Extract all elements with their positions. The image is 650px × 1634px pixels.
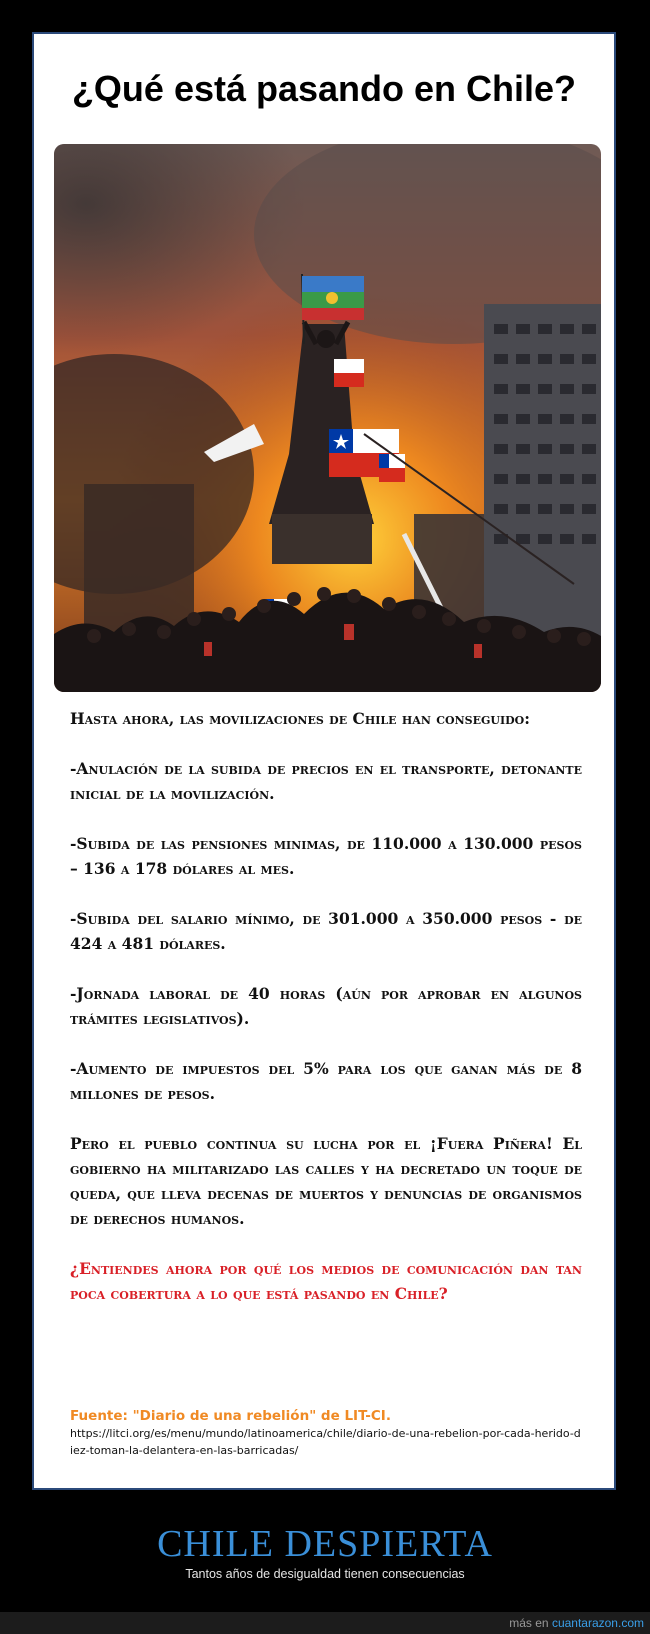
footer-bar — [0, 1612, 650, 1634]
post-card — [32, 32, 616, 1490]
paragraph-pensions: -Subida de las pensiones minimas, de 110.000 a 130.000 pesos – 136 a 178 dólares al mes. — [70, 834, 582, 878]
paragraph-work-hours: -Jornada laboral de 40 horas (aún por aprobar en algunos trámites legislativos). — [70, 984, 582, 1028]
footer-prefix: más en — [509, 1616, 552, 1630]
caption-title: CHILE DESPIERTA — [157, 1523, 493, 1565]
protest-photo — [54, 144, 601, 692]
paragraph-intro: Hasta ahora, las movilizaciones de Chile han conseguido: — [70, 709, 530, 728]
paragraph-taxes: -Aumento de impuestos del 5% para los que ganan más de 8 millones de pesos. — [70, 1059, 582, 1103]
footer-text — [509, 1616, 644, 1630]
article-body — [70, 706, 582, 1331]
protest-photo-illustration — [54, 144, 601, 692]
site-link[interactable]: cuantarazon.com — [551, 1616, 644, 1630]
source-url[interactable]: https://litci.org/es/menu/mundo/latinoamerica/chile/diario-de-una-rebelion-por-cada-herido-diez-toman-la-delantera-en-las-barricadas/ — [70, 1427, 581, 1457]
paragraph-question: ¿Entiendes ahora por qué los medios de comunicación dan tan poca cobertura a lo que está pasando en Chile? — [70, 1259, 582, 1303]
paragraph-struggle: Pero el pueblo continua su lucha por el ¡Fuera Piñera! El gobierno ha militarizado las calles y ha decretado un toque de queda, que lleva decenas de muertos y denuncias de organismos de derechos humanos. — [70, 1134, 582, 1228]
paragraph-minimum-wage: -Subida del salario mínimo, de 301.000 a 350.000 pesos - de 424 a 481 dólares. — [70, 909, 582, 953]
post-title: ¿Qué está pasando en Chile? — [71, 68, 577, 109]
paragraph-transport: -Anulación de la subida de precios en el transporte, detonante inicial de la movilización. — [70, 759, 582, 803]
source-title: Fuente: "Diario de una rebelión" de LIT-CI. — [70, 1408, 391, 1424]
source-block — [70, 1407, 582, 1459]
caption-subtitle: Tantos años de desigualdad tienen consecuencias — [185, 1567, 465, 1581]
